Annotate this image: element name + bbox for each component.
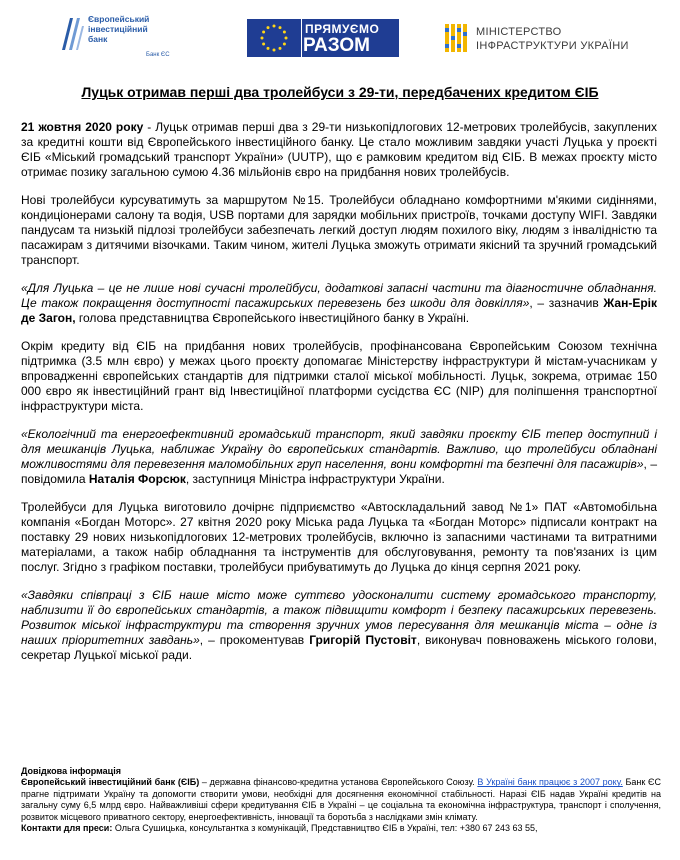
quote-paragraph xyxy=(21,427,657,487)
eu-flag-icon xyxy=(247,19,302,57)
speaker-title: голова представництва Європейського інвестиційного банку в Україні. xyxy=(75,311,470,325)
ministry-logo xyxy=(445,22,645,56)
ministry-line: ІНФРАСТРУКТУРИ УКРАЇНИ xyxy=(476,40,629,52)
article-body xyxy=(21,120,657,676)
quote-paragraph xyxy=(21,281,657,326)
paragraph: Тролейбуси для Луцька виготовило дочірнє підприємство «Автоскладальний завод №1» ПАТ «Автомобільна компанія «Богдан Моторс». 27 квітня 2020 року Міська рада Луцька та «Богдан Моторс» підписали контракт на поставку 29 нових низькопідлогових 12-метрових тролейбусів, включно із запасними частинами та витратними матеріалами, а також набір обладнання та інструментів для обслуговування, ремонту та пов'язаних із цим послуг. Згідно з графіком поставки, тролейбуси прибуватимуть до Луцька до кінця серпня 2021 року. xyxy=(21,500,657,574)
contacts-text: Ольга Сушицька, консультантка з комунікацій, Представництво ЄІБ в Україні, тел: +380 67 243 63 55, xyxy=(112,823,538,834)
paragraph-text: - Луцьк отримав перші два з 29-ти низькопідлогових 12-метрових тролейбусів, закуплених за кредитні кошти від Європейського інвестиційного банку. Це стало можливим завдяки участі Луцька у проєкті ЄІБ «Міський громадський транспорт України» (UUTP), що є рамковим кредитом від ЄІБ. В межах проєкту місто отримає позику загальною сумою 4.36 мільйонів євро на придбання нових тролейбусів. xyxy=(21,120,657,179)
speaker-name: Жан-Ерік де Загон, xyxy=(21,296,657,325)
ministry-name xyxy=(476,25,629,53)
reference-paragraph xyxy=(21,777,661,823)
quote-text: «Екологічний та енергоефективний громадський транспорт, який завдяки проєкту ЄІБ тепер доступний і для мешканців Луцька, наближає Україну до європейських стандартів. Важливо, що тролейбуси обладнані можливостями для перевезення маломобільних груп населення, вони комфортні та безпечні для пасажирів» xyxy=(21,427,657,471)
page-title: Луцьк отримав перші два тролейбуси з 29-ти, передбачених кредитом ЄІБ xyxy=(81,84,599,100)
program-line2: РАЗОМ xyxy=(303,35,370,56)
ministry-line: МІНІСТЕРСТВО xyxy=(476,26,562,38)
eib-mark-icon xyxy=(60,16,84,52)
reference-heading: Довідкова інформація xyxy=(21,766,121,776)
ministry-mark-icon xyxy=(445,24,469,52)
contacts-line xyxy=(21,823,661,834)
program-line1: ПРЯМУЄМО xyxy=(305,22,380,36)
quote-attribution: , – зазначив xyxy=(529,296,604,310)
quote-attribution: , – прокоментував xyxy=(199,633,310,647)
paragraph: Окрім кредиту від ЄІБ на придбання нових тролейбусів, профінансована Європейським Союзом технічна підтримка (3.5 млн євро) у межах цього проєкту допомагає Міністерству інфраструктури й містам-учасникам у впровадженні європейських стандартів для підтримки сталої міської мобільності. Луцьк, зокрема, отримає 150 000 євро як інвестиційний грант від Інвестиційної платформи сусідства ЄС (NIP) для поліпшення транспортної інфраструктури міста. xyxy=(21,339,657,413)
date-lead: 21 жовтня 2020 року xyxy=(21,120,144,134)
eib-name-line: інвестиційний xyxy=(88,24,148,34)
speaker-name: Наталія Форсюк xyxy=(88,472,186,486)
speaker-name: Григорій Пустовіт xyxy=(309,633,417,647)
eib-logo xyxy=(60,14,180,64)
contacts-label: Контакти для преси: xyxy=(21,823,113,834)
eib-name-line: Європейський xyxy=(88,14,150,24)
quote-attribution: , – повідомила xyxy=(21,457,657,486)
eib-lead: Європейський інвестиційний банк (ЄІБ) xyxy=(21,777,200,788)
eib-name-line: банк xyxy=(88,34,108,44)
reference-info xyxy=(21,766,661,834)
paragraph: Нові тролейбуси курсуватимуть за маршрутом №15. Тролейбуси обладнано комфортними м'якими сидіннями, кондиціонерами салону та водія, USB портами для зарядки мобільних пристроїв, точками доступу WIFI. Завдяки пандусам та низькій підлозі тролейбуси забезпечать легкий доступ людям похилого віку, людям з інвалідністю та пасажирам з дитячими візочками. Таким чином, жителі Луцька зможуть отримати якісний та зручний громадський транспорт. xyxy=(21,193,657,267)
reference-text: Банк ЄС прагне підтримати Україну та допомогти створити умови, необхідні для досягнення економічної стабільності. Наразі ЄІБ надав Україні кредитів на загальну суму 6,5 млрд євро. Найважливіші сфери кредитування ЄІБ в Україні – це соціальна та економічна інфраструктура, транспорт і сполучення, розвиток місцевого приватного сектору, енергоефективність, інновації та боротьба з наслідками змін клімату. xyxy=(21,777,662,822)
quote-text: «Для Луцька – це не лише нові сучасні тролейбуси, додаткові запасні частини та діагностичне обладнання. Це також покращення доступності пасажирських перевезень без шкоди для довкілля» xyxy=(21,281,657,310)
paragraph xyxy=(21,120,657,180)
eib-group-label: Банк ЄС xyxy=(146,52,170,58)
reference-text: – державна фінансово-кредитна установа Європейського Союзу. xyxy=(199,777,478,788)
quote-text: «Завдяки співпраці з ЄІБ наше місто може суттєво удосконалити систему громадського транспорту, наблизити її до європейських стандартів, а також підвищити комфорт і безпеку пасажирських перевезень. Розвиток міської інфраструктури та створення зручних умов пересування для мешканців міста – одне із наших пріоритетних завдань» xyxy=(21,588,657,647)
logo-header xyxy=(0,0,680,68)
speaker-title: , виконувач повноважень міського голови, секретар Луцької міської ради. xyxy=(21,633,657,662)
eib-ukraine-link[interactable]: В Україні банк працює з 2007 року. xyxy=(477,777,623,788)
quote-paragraph xyxy=(21,588,657,663)
speaker-title: , заступниця Міністра інфраструктури України. xyxy=(185,472,445,486)
program-logo xyxy=(247,19,399,57)
eib-name xyxy=(88,14,149,44)
